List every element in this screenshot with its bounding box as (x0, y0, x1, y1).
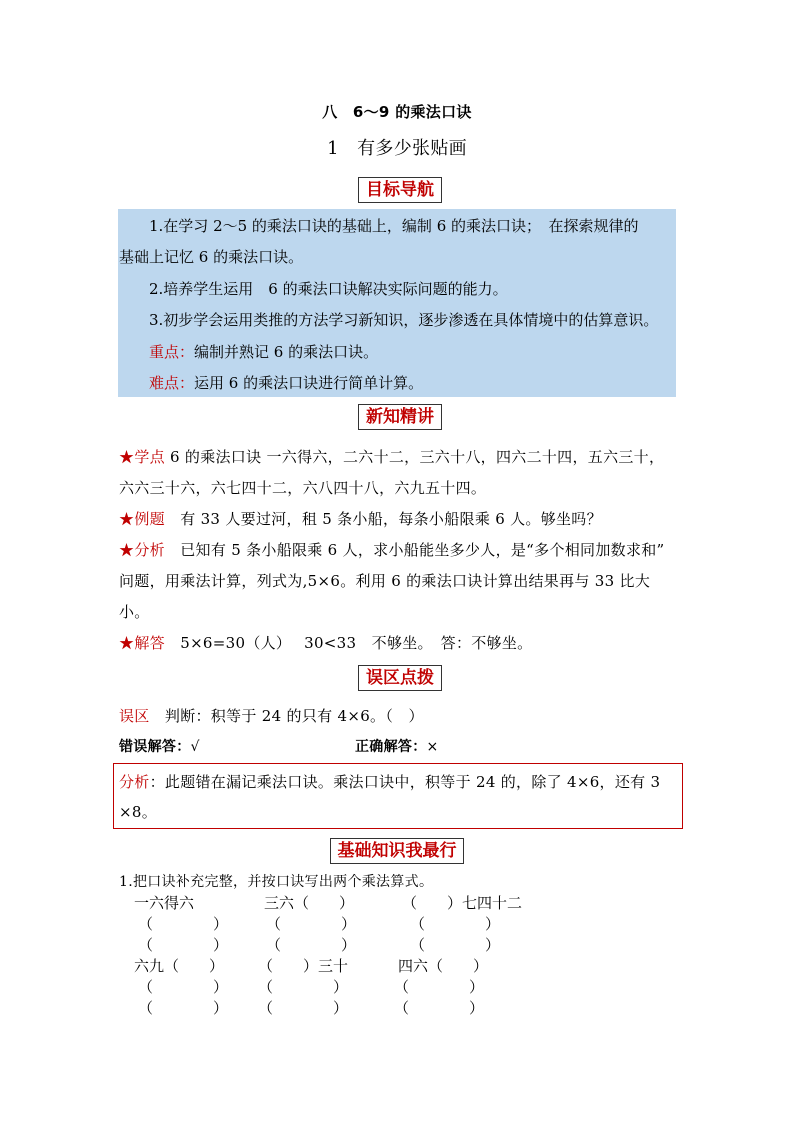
key-point (149, 342, 378, 362)
example-text: 有 33 人要过河，租 5 条小船，每条小船限乘 6 人。够坐吗？ (164, 510, 602, 528)
ex-blank[interactable]: （ ） (138, 915, 229, 933)
example-line (119, 509, 602, 529)
ex-blank[interactable]: （ ） (266, 915, 357, 933)
section-title-mistake: 误区点拨 (358, 665, 442, 691)
star-icon: ★ (119, 541, 135, 559)
hard-point-label: 难点： (149, 374, 195, 392)
goal-line-2: 2.培养学生运用 6 的乘法口诀解决实际问题的能力。 (149, 280, 508, 298)
point-line-2: 六六三十六，六七四十二，六八四十八，六九五十四。 (119, 479, 487, 497)
right-answer-label: 正确解答： (355, 739, 427, 755)
ex-r2c2: （ ）三十 (258, 957, 349, 975)
right-answer-value: × (426, 739, 439, 755)
ex-blank[interactable]: （ ） (394, 978, 485, 996)
goal-line-1: 1.在学习 2～5 的乘法口诀的基础上，编制 6 的乘法口诀； 在探索规律的 (149, 217, 639, 235)
question-1: 1.把口诀补充完整，并按口诀写出两个乘法算式。 (119, 874, 434, 890)
answer-line (119, 633, 532, 653)
ex-blank[interactable]: （ ） (138, 978, 229, 996)
wrong-answer-value: √ (190, 739, 200, 755)
analysis-label: 分析 (134, 541, 165, 559)
ex-blank[interactable]: （ ） (410, 915, 501, 933)
point-line-1 (119, 447, 664, 467)
section-title-goals: 目标导航 (358, 177, 442, 203)
right-answer (355, 737, 439, 757)
hard-point-text: 运用 6 的乘法口诀进行简单计算。 (194, 374, 424, 392)
chapter-title: 八 6～9 的乘法口诀 (322, 103, 472, 121)
star-icon: ★ (119, 510, 135, 528)
mistake-line (119, 706, 424, 726)
ex-r1c1: 一六得六 (134, 894, 195, 912)
ex-r2c3: 四六（ ） (398, 957, 489, 975)
ex-blank[interactable]: （ ） (258, 999, 349, 1017)
lesson-title: 1 有多少张贴画 (327, 138, 467, 159)
ex-blank[interactable]: （ ） (410, 936, 501, 954)
ex-blank[interactable]: （ ） (138, 936, 229, 954)
key-point-label: 重点： (149, 343, 195, 361)
mistake-text: 判断：积等于 24 的只有 4×6。（ ） (149, 707, 424, 725)
analysis-line-2: 问题，用乘法计算，列式为,5×6。利用 6 的乘法口诀计算出结果再与 33 比大 (119, 572, 651, 590)
mistake-analysis-text-1: ：此题错在漏记乘法口诀。乘法口诀中，积等于 24 的，除了 4×6，还有 3 (149, 773, 661, 791)
goal-line-1b: 基础上记忆 6 的乘法口诀。 (119, 248, 304, 266)
ex-r1c3: （ ）七四十二 (402, 894, 523, 912)
mistake-analysis-line-1 (119, 772, 660, 792)
star-icon: ★ (119, 634, 135, 652)
wrong-answer-label: 错误解答： (119, 739, 191, 755)
mistake-analysis-line-2: ×8。 (119, 803, 158, 821)
analysis-line-3: 小。 (119, 603, 150, 621)
ex-r1c2: 三六（ ） (264, 894, 355, 912)
ex-blank[interactable]: （ ） (138, 999, 229, 1017)
mistake-analysis-box (113, 763, 683, 829)
mistake-label: 误区 (119, 707, 150, 725)
hard-point (149, 373, 423, 393)
answer-text: 5×6=30（人） 30<33 不够坐。 答：不够坐。 (164, 634, 533, 652)
section-title-new: 新知精讲 (358, 404, 442, 430)
analysis-text-1: 已知有 5 条小船限乘 6 人，求小船能坐多少人，是“多个相同加数求和” (164, 541, 665, 559)
wrong-answer (119, 737, 200, 757)
goals-panel (118, 209, 676, 397)
star-icon: ★ (119, 448, 135, 466)
example-label: 例题 (134, 510, 165, 528)
section-title-basic: 基础知识我最行 (330, 838, 464, 864)
point-label: 学点 (134, 448, 165, 466)
ex-blank[interactable]: （ ） (394, 999, 485, 1017)
mistake-analysis-label: 分析 (119, 773, 150, 791)
point-text-1: 6 的乘法口诀 一六得六，二六十二，三六十八，四六二十四，五六三十， (164, 448, 665, 466)
ex-blank[interactable]: （ ） (258, 978, 349, 996)
ex-blank[interactable]: （ ） (266, 936, 357, 954)
analysis-line-1 (119, 540, 665, 560)
goal-line-3: 3.初步学会运用类推的方法学习新知识，逐步渗透在具体情境中的估算意识。 (149, 311, 659, 329)
ex-r2c1: 六九（ ） (134, 957, 225, 975)
answer-label: 解答 (134, 634, 165, 652)
key-point-text: 编制并熟记 6 的乘法口诀。 (194, 343, 379, 361)
